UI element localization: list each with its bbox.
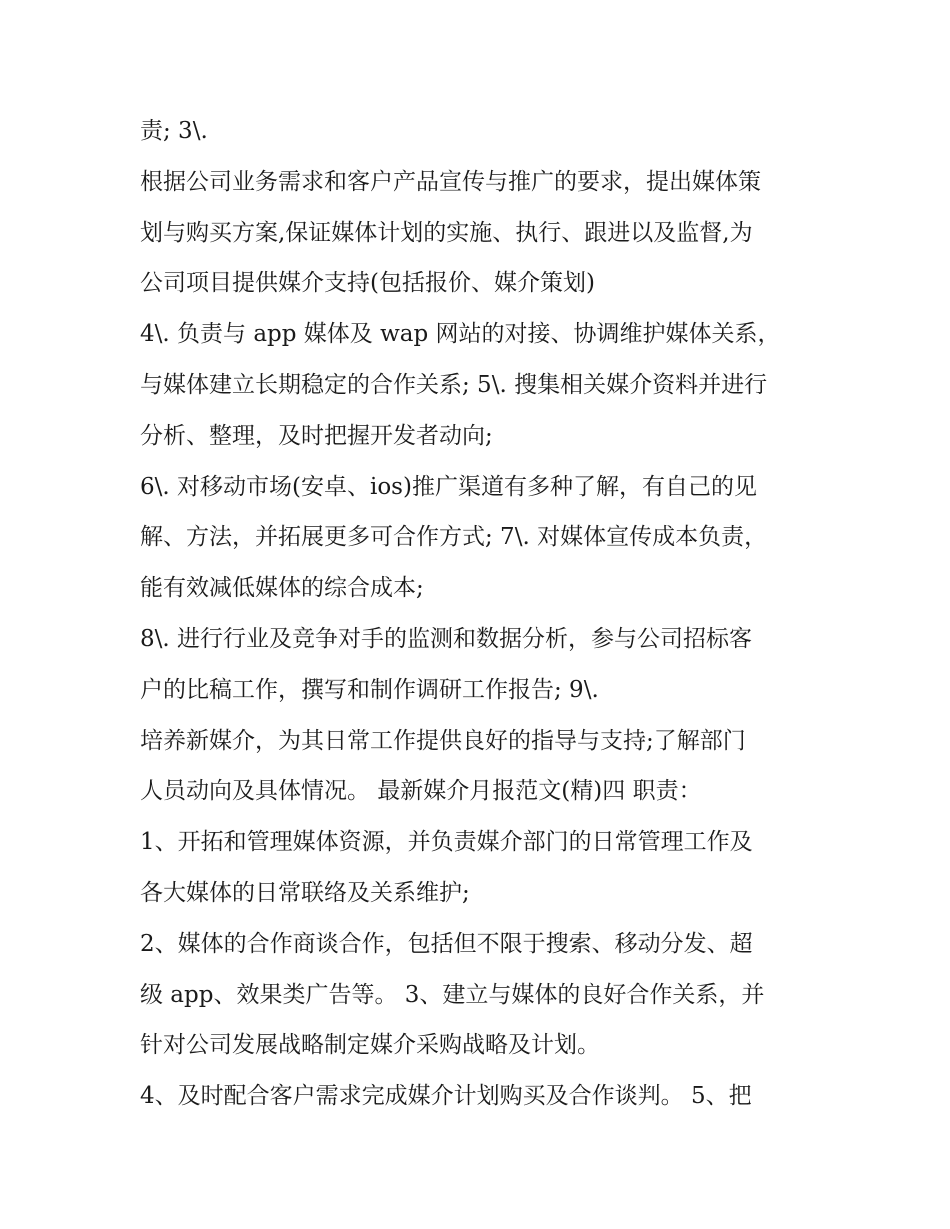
text-line: 4\. 负责与 app 媒体及 wap 网站的对接、协调维护媒体关系， <box>140 321 781 348</box>
text-line: 人员动向及具体情况。 最新媒介月报范文(精)四 职责： <box>140 778 702 805</box>
document-body <box>140 106 830 1122</box>
text-line: 各大媒体的日常联络及关系维护; <box>140 879 470 906</box>
text-line: 划与购买方案,保证媒体计划的实施、执行、跟进以及监督,为 <box>140 219 753 246</box>
text-line: 1、开拓和管理媒体资源，并负责媒介部门的日常管理工作及 <box>140 829 753 856</box>
text-line: 6\. 对移动市场(安卓、ios)推广渠道有多种了解，有自己的见 <box>140 473 757 500</box>
text-line: 2、媒体的合作商谈合作，包括但不限于搜索、移动分发、超 <box>140 930 753 957</box>
text-line: 解、方法，并拓展更多可合作方式; 7\. 对媒体宣传成本负责， <box>140 524 768 551</box>
text-line: 针对公司发展战略制定媒介采购战略及计划。 <box>140 1032 600 1059</box>
text-line: 级 app、效果类广告等。 3、建立与媒体的良好合作关系，并 <box>140 981 765 1008</box>
text-line: 分析、整理，及时把握开发者动向; <box>140 422 493 449</box>
text-line: 根据公司业务需求和客户产品宣传与推广的要求，提出媒体策 <box>140 168 761 195</box>
text-line: 与媒体建立长期稳定的合作关系; 5\. 搜集相关媒介资料并进行 <box>140 371 768 398</box>
text-line: 培养新媒介，为其日常工作提供良好的指导与支持;了解部门 <box>140 727 746 754</box>
text-line: 公司项目提供媒介支持(包括报价、媒介策划) <box>140 270 595 297</box>
text-line: 责; 3\. <box>140 118 208 144</box>
text-line: 4、及时配合客户需求完成媒介计划购买及合作谈判。 5、把 <box>140 1083 752 1110</box>
text-line: 能有效减低媒体的综合成本; <box>140 575 424 602</box>
text-line: 户的比稿工作，撰写和制作调研工作报告; 9\. <box>140 676 599 703</box>
text-line: 8\. 进行行业及竞争对手的监测和数据分析，参与公司招标客 <box>140 625 753 652</box>
